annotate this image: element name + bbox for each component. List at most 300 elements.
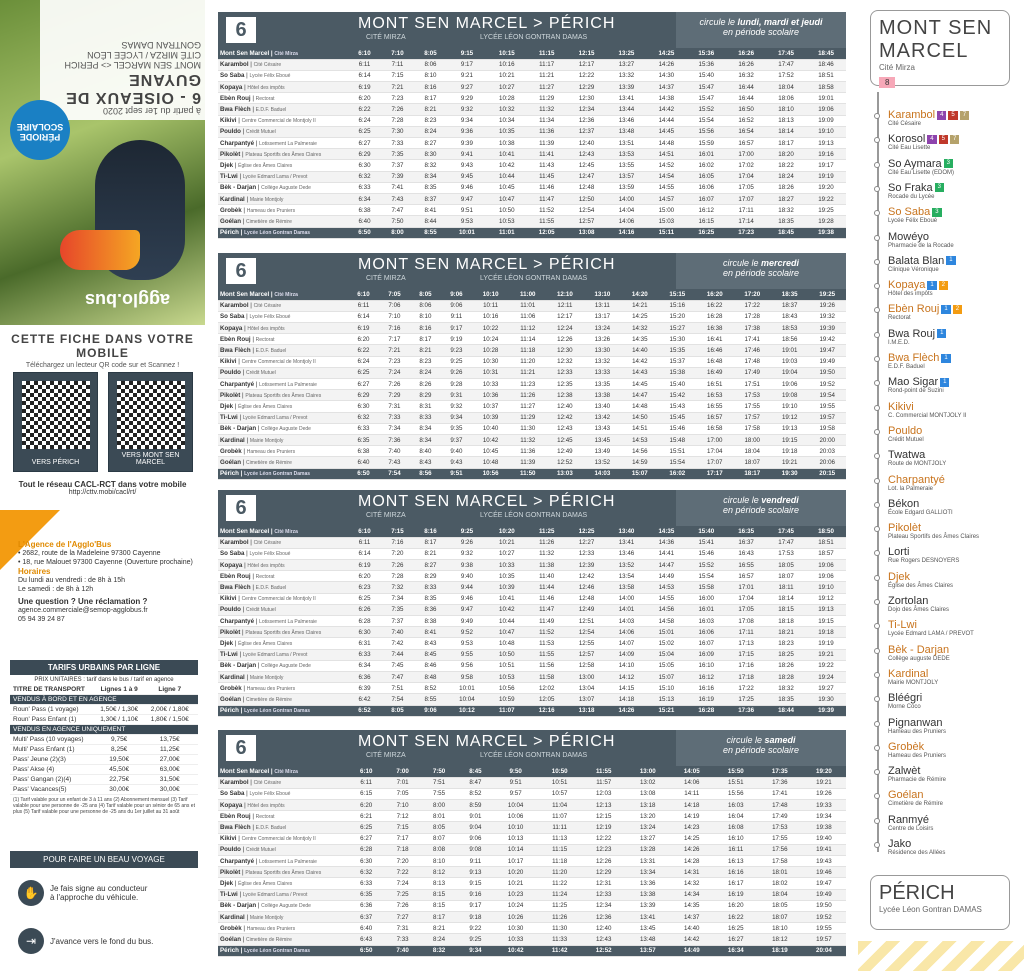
time-cell: 19:13: [806, 604, 846, 615]
time-cell: 9:18: [457, 911, 493, 922]
time-cell: 16:00: [686, 593, 726, 604]
time-cell: 7:43: [379, 457, 410, 468]
time-cell: 12:27: [567, 537, 607, 548]
route-map: [858, 0, 1024, 971]
station-sub: Hameau des Pruniers: [246, 685, 296, 692]
station-cell: Périch | Lycée Léon Gontran Damas: [218, 945, 348, 956]
time-cell: 7:16: [381, 537, 414, 548]
station-sub: Collège Auguste Dede: [261, 903, 311, 910]
time-cell: 16:04: [714, 811, 758, 822]
time-cell: 11:46: [527, 593, 567, 604]
station-cell: Karambol | Cité Césaire: [218, 777, 348, 788]
time-cell: 15:00: [646, 205, 686, 216]
time-cell: 14:18: [607, 694, 647, 705]
time-cell: 16:12: [686, 205, 726, 216]
station-sub: Lotissement La Palmeraie: [259, 858, 317, 865]
time-cell: 8:06: [414, 59, 447, 70]
route-stop: [888, 669, 938, 687]
time-cell: 8:15: [421, 889, 457, 900]
timetable: [218, 48, 846, 239]
time-cell: 9:47: [447, 604, 487, 615]
time-cell: 17:48: [734, 356, 771, 367]
time-cell: 12:25: [567, 526, 607, 537]
time-cell: 8:13: [421, 878, 457, 889]
stop-dot-icon: [874, 745, 880, 751]
time-cell: 7:00: [384, 766, 420, 777]
station-name: Ebèn Rouj: [220, 94, 251, 102]
time-cell: 6:34: [348, 660, 381, 671]
connection-tag: 3: [932, 208, 941, 217]
time-cell: 19:21: [771, 457, 808, 468]
station-sub: Cité Mirza: [274, 50, 298, 57]
time-cell: 11:46: [527, 182, 567, 193]
time-cell: 6:38: [348, 446, 379, 457]
timetable-row: [218, 468, 846, 479]
time-cell: 9:37: [441, 434, 472, 445]
time-cell: 11:25: [527, 526, 567, 537]
time-cell: 9:22: [457, 923, 493, 934]
time-cell: 17:28: [734, 311, 771, 322]
time-cell: 7:40: [381, 627, 414, 638]
time-cell: 9:27: [447, 82, 487, 93]
station-sub: Lycée Félix Eboué: [249, 73, 291, 80]
time-cell: 9:34: [457, 945, 493, 956]
time-cell: 13:58: [607, 582, 647, 593]
time-cell: 16:10: [686, 660, 726, 671]
station-cell: Bèk - Darjan | Collège Auguste Dede: [218, 660, 348, 671]
time-cell: 8:24: [410, 367, 441, 378]
station-name: Mont Sen Marcel: [220, 49, 270, 57]
timetable-row: [218, 70, 846, 81]
time-cell: 10:14: [494, 844, 538, 855]
time-cell: 8:37: [414, 193, 447, 204]
time-cell: 8:05: [410, 289, 441, 300]
station-name: So Saba: [220, 550, 245, 558]
time-cell: 7:34: [381, 593, 414, 604]
qr-code-mont-sen-marcel[interactable]: [108, 372, 193, 472]
time-cell: 11:49: [527, 616, 567, 627]
time-cell: 19:55: [808, 401, 846, 412]
time-cell: 11:27: [509, 401, 546, 412]
time-cell: 18:18: [766, 616, 806, 627]
schedule-block: [218, 490, 846, 717]
time-cell: 6:24: [348, 356, 379, 367]
time-cell: 16:32: [726, 70, 766, 81]
time-cell: 10:04: [494, 800, 538, 811]
time-cell: 12:38: [546, 390, 583, 401]
timetable-row: [218, 48, 846, 59]
time-cell: 16:20: [696, 289, 733, 300]
time-cell: 19:19: [806, 638, 846, 649]
route-stop: [888, 523, 979, 541]
qr-pattern: [22, 381, 90, 449]
time-cell: 15:38: [659, 367, 696, 378]
time-cell: 18:32: [766, 205, 806, 216]
time-cell: 16:58: [696, 423, 733, 434]
stop-sub: Rue Rogers DESNOYERS: [888, 558, 960, 565]
time-cell: 14:00: [607, 593, 647, 604]
time-cell: 11:14: [509, 334, 546, 345]
time-cell: 14:04: [607, 205, 647, 216]
time-cell: 7:26: [381, 104, 414, 115]
time-cell: 16:03: [686, 616, 726, 627]
line-date: à partir du 1er sept 2020: [102, 106, 201, 116]
time-cell: 14:58: [646, 616, 686, 627]
time-cell: 16:07: [686, 193, 726, 204]
time-cell: 11:43: [527, 160, 567, 171]
time-cell: 15:01: [646, 627, 686, 638]
time-cell: 13:38: [584, 390, 621, 401]
time-cell: 16:25: [714, 923, 758, 934]
station-sub: Cité Mirza: [274, 528, 298, 535]
time-cell: 9:06: [441, 289, 472, 300]
time-cell: 17:02: [726, 160, 766, 171]
station-name: Djek: [220, 639, 234, 647]
time-cell: 13:57: [626, 945, 670, 956]
time-cell: 14:55: [646, 593, 686, 604]
timetable-row: [218, 446, 846, 457]
time-cell: 14:45: [646, 126, 686, 137]
station-sub: Hôtel des impôts: [247, 325, 285, 332]
stop-name: Kardinal: [888, 667, 929, 680]
station-sub: Cimetière de Rémire: [246, 936, 292, 943]
time-cell: 8:10: [421, 856, 457, 867]
time-cell: 13:26: [584, 334, 621, 345]
time-cell: 10:48: [472, 457, 509, 468]
time-cell: 8:27: [414, 138, 447, 149]
line-label: 6 - OISEAUX DE GUYANE: [65, 71, 201, 106]
time-cell: 13:53: [607, 149, 647, 160]
time-cell: 10:32: [487, 104, 527, 115]
route-stop: [888, 256, 956, 274]
schedule-header: [218, 730, 846, 766]
time-cell: 11:33: [538, 934, 582, 945]
station-name: Goélan: [220, 695, 241, 703]
time-cell: 13:30: [584, 345, 621, 356]
time-cell: 18:19: [758, 945, 802, 956]
time-cell: 13:42: [584, 412, 621, 423]
station-sub: Hôtel des impôts: [247, 562, 285, 569]
timetable-row: [218, 423, 846, 434]
circulation-info: [676, 253, 846, 289]
time-cell: 15:58: [686, 582, 726, 593]
connection-tag: 2: [953, 305, 962, 314]
station-cell: So Saba | Lycée Félix Eboué: [218, 788, 348, 799]
time-cell: 9:16: [457, 889, 493, 900]
time-cell: 7:50: [421, 766, 457, 777]
time-cell: 6:37: [348, 911, 384, 922]
time-cell: 9:46: [447, 182, 487, 193]
station-cell: Pouldo | Crédit Mutuel: [218, 367, 348, 378]
time-cell: 18:32: [766, 683, 806, 694]
time-cell: 13:43: [584, 423, 621, 434]
time-cell: 9:55: [447, 649, 487, 660]
time-cell: 10:42: [487, 604, 527, 615]
time-cell: 7:51: [381, 683, 414, 694]
route-stop: [888, 790, 943, 808]
beau-voyage-banner: POUR FAIRE UN BEAU VOYAGE: [10, 851, 198, 868]
time-cell: 18:51: [806, 70, 846, 81]
time-cell: 11:55: [582, 766, 626, 777]
time-cell: 9:39: [447, 138, 487, 149]
time-cell: 8:12: [421, 867, 457, 878]
stop-name: Ranmyé: [888, 813, 929, 826]
time-cell: 7:42: [381, 638, 414, 649]
time-cell: 12:51: [567, 616, 607, 627]
time-cell: 14:30: [646, 70, 686, 81]
tarif-cell: 13,75€: [159, 736, 180, 743]
time-cell: 12:58: [567, 660, 607, 671]
station-sub: Cité Mirza: [274, 291, 298, 298]
tarif-cell: Pass' Gangan (2)(4): [13, 776, 72, 783]
station-name: Périch: [220, 947, 239, 955]
tarifs-notes: (1) Tarif valable pour un enfant de 3 à 11 ans (2) Abonnement mensuel (3) Tarif valable pour une personne de -25 ans (4) Tarif valable pour un sénior de 65 ans et plus (5) Tarif valable pour une personne de -25 ans du 1er juillet au 31 août: [13, 797, 195, 815]
tarif-row: [10, 755, 198, 765]
time-cell: 19:40: [802, 833, 846, 844]
tarif-cell: 1,80€ / 1,50€: [150, 716, 189, 723]
time-cell: 11:00: [509, 289, 546, 300]
station-cell: Ti-Lwi | Lycée Edmard Lama / Prevot: [218, 649, 348, 660]
time-cell: 12:15: [582, 811, 626, 822]
time-cell: 17:04: [726, 171, 766, 182]
time-cell: 6:27: [348, 138, 381, 149]
timetable-row: [218, 149, 846, 160]
time-cell: 19:20: [802, 766, 846, 777]
stop-sub: Lycée Edmard LAMA / PREVOT: [888, 631, 974, 638]
time-cell: 8:47: [457, 777, 493, 788]
route-stop: [888, 547, 959, 565]
timetable-row: [218, 82, 846, 93]
time-cell: 9:31: [441, 390, 472, 401]
time-cell: 8:10: [410, 311, 441, 322]
route-start-box: [870, 10, 1010, 86]
stop-name: So Aymara: [888, 157, 942, 170]
qr-code-perich[interactable]: [13, 372, 98, 472]
time-cell: 6:25: [348, 822, 384, 833]
timetable-row: [218, 401, 846, 412]
station-cell: Kardinal | Mairie Montjoly: [218, 911, 348, 922]
time-cell: 9:08: [457, 844, 493, 855]
station-cell: So Saba | Lycée Félix Eboué: [218, 70, 348, 81]
time-cell: 9:34: [441, 412, 472, 423]
station-cell: So Saba | Lycée Félix Eboué: [218, 548, 348, 559]
time-cell: 19:49: [802, 889, 846, 900]
route-text: MONT SEN MARCEL <> PERICH: [64, 60, 201, 70]
time-cell: 14:20: [621, 289, 658, 300]
contact-email[interactable]: agence.commerciale@semop-agglobus.fr: [18, 607, 148, 614]
time-cell: 9:15: [457, 878, 493, 889]
time-cell: 17:36: [726, 705, 766, 716]
route-to: LYCÉE LÉON GONTRAN DAMAS: [480, 752, 588, 759]
time-cell: 7:10: [379, 311, 410, 322]
timetable-row: [218, 856, 846, 867]
time-cell: 13:35: [584, 379, 621, 390]
station-name: Kikivi: [220, 358, 237, 366]
time-cell: 6:29: [348, 390, 379, 401]
tarifs-section-label: VENDUS EN AGENCE UNIQUEMENT: [13, 726, 126, 733]
time-cell: 19:18: [806, 627, 846, 638]
time-cell: 18:26: [766, 660, 806, 671]
circ-period: en période scolaire: [722, 268, 800, 278]
time-cell: 12:03: [582, 788, 626, 799]
agency-addr1: • 2682, route de la Madeleine 97300 Cayenne: [18, 550, 161, 557]
time-cell: 6:20: [348, 93, 381, 104]
tarif-cell: 45,50€: [109, 766, 130, 773]
time-cell: 18:56: [771, 334, 808, 345]
mobile-title: CETTE FICHE DANS VOTRE MOBILE: [11, 332, 194, 360]
station-name: Kopaya: [220, 83, 243, 91]
time-cell: 10:04: [447, 694, 487, 705]
station-sub: Plateau Sportifs des Âmes Claires: [245, 869, 322, 876]
time-cell: 11:20: [509, 356, 546, 367]
time-cell: 9:40: [441, 446, 472, 457]
schedule-block: [218, 730, 846, 957]
timetable-row: [218, 356, 846, 367]
timetable-row: [218, 811, 846, 822]
station-cell: Ebèn Rouj | Rectorat: [218, 334, 348, 345]
time-cell: 8:21: [414, 104, 447, 115]
time-cell: 13:45: [584, 434, 621, 445]
time-cell: 10:53: [487, 216, 527, 227]
time-cell: 12:49: [546, 446, 583, 457]
route-stop: [888, 377, 949, 395]
time-cell: 14:59: [621, 457, 658, 468]
station-name: Kardinal: [220, 673, 245, 681]
timetable-row: [218, 788, 846, 799]
stop-sub: Clinique Véronique: [888, 266, 939, 273]
time-cell: 6:31: [348, 638, 381, 649]
route-stop: [888, 280, 948, 298]
time-cell: 8:10: [414, 70, 447, 81]
time-cell: 17:41: [734, 334, 771, 345]
time-cell: 19:03: [771, 356, 808, 367]
station-sub: Lycée Félix Eboué: [249, 551, 291, 558]
station-sub: Crédit Mutuel: [246, 847, 276, 854]
time-cell: 16:22: [714, 911, 758, 922]
time-cell: 10:39: [472, 412, 509, 423]
tarifs-rows-agency: [10, 735, 198, 795]
station-cell: Kopaya | Hôtel des impôts: [218, 323, 348, 334]
time-cell: 13:27: [607, 59, 647, 70]
time-cell: 11:11: [538, 822, 582, 833]
time-cell: 14:37: [670, 911, 714, 922]
station-cell: Mont Sen Marcel | Cité Mirza: [218, 48, 348, 59]
time-cell: 10:28: [487, 93, 527, 104]
reseau-url[interactable]: http://cttv.mobi/cacl/rt/: [68, 489, 137, 496]
time-cell: 8:41: [414, 205, 447, 216]
time-cell: 6:19: [348, 323, 379, 334]
time-cell: 14:43: [621, 367, 658, 378]
time-cell: 14:32: [670, 878, 714, 889]
timetable-row: [218, 457, 846, 468]
time-cell: 8:24: [421, 934, 457, 945]
time-cell: 12:40: [567, 138, 607, 149]
time-cell: 17:17: [696, 468, 733, 479]
station-cell: Pikolèt | Plateau Sportifs des Âmes Claires: [218, 867, 348, 878]
time-cell: 13:24: [584, 323, 621, 334]
time-cell: 6:11: [348, 59, 381, 70]
time-cell: 11:18: [538, 856, 582, 867]
stop-dot-icon: [874, 793, 880, 799]
tarifs-section: [10, 695, 198, 705]
time-cell: 18:04: [766, 82, 806, 93]
timetable-row: [218, 582, 846, 593]
stop-sub: Cité Eau Lisette: [888, 145, 931, 152]
station-name: Karambol: [220, 61, 249, 69]
qr-pattern: [117, 381, 185, 449]
route-stop: [888, 620, 974, 638]
time-cell: 11:29: [509, 412, 546, 423]
time-cell: 19:49: [808, 356, 846, 367]
time-cell: 9:19: [441, 334, 472, 345]
time-cell: 18:15: [766, 604, 806, 615]
time-cell: 18:37: [771, 300, 808, 311]
time-cell: 10:33: [494, 934, 538, 945]
time-cell: 9:49: [447, 616, 487, 627]
time-cell: 13:11: [584, 300, 621, 311]
stop-sub: Rectorat: [888, 315, 911, 322]
time-cell: 19:17: [806, 160, 846, 171]
stop-sub: E.D.F. Baduel: [888, 364, 925, 370]
time-cell: 19:24: [806, 671, 846, 682]
time-cell: 14:47: [646, 560, 686, 571]
time-cell: 17:45: [766, 48, 806, 59]
station-name: Charpantyé: [220, 139, 255, 147]
stop-dot-icon: [874, 186, 880, 192]
time-cell: 15:07: [621, 468, 658, 479]
time-cell: 13:25: [607, 48, 647, 59]
station-sub: Mairie Montjoly: [249, 674, 284, 681]
time-cell: 17:47: [766, 537, 806, 548]
stop-name: Balata Blan: [888, 254, 945, 267]
time-cell: 16:50: [726, 104, 766, 115]
time-cell: 19:20: [806, 182, 846, 193]
timetable-row: [218, 434, 846, 445]
connection-tag: 3: [935, 183, 944, 192]
stop-name: Bléégri: [888, 692, 923, 705]
time-cell: 6:34: [348, 193, 381, 204]
time-cell: 15:13: [646, 694, 686, 705]
time-cell: 19:15: [806, 616, 846, 627]
time-cell: 9:15: [447, 48, 487, 59]
time-cell: 7:40: [379, 446, 410, 457]
time-cell: 14:23: [670, 822, 714, 833]
station-sub: Cimetière de Rémire: [246, 218, 292, 225]
tarif-cell: 9,75€: [111, 736, 128, 743]
time-cell: 17:49: [734, 367, 771, 378]
stop-dot-icon: [874, 429, 880, 435]
time-cell: 7:33: [384, 934, 420, 945]
time-cell: 19:12: [806, 593, 846, 604]
time-cell: 16:52: [726, 115, 766, 126]
station-sub: Collège Auguste Dede: [261, 426, 311, 433]
station-cell: Ebèn Rouj | Rectorat: [218, 571, 348, 582]
time-cell: 8:34: [414, 171, 447, 182]
time-cell: 11:36: [527, 126, 567, 137]
timetable-row: [218, 412, 846, 423]
station-cell: Ebèn Rouj | Rectorat: [218, 811, 348, 822]
time-cell: 10:13: [494, 833, 538, 844]
time-cell: 8:34: [410, 423, 441, 434]
station-name: Ebèn Rouj: [220, 572, 251, 580]
station-cell: Bwa Flèch | E.D.F. Baduel: [218, 345, 348, 356]
time-cell: 13:03: [546, 468, 583, 479]
start-sub: Cité Mirza: [879, 63, 916, 72]
stop-name: Bèk - Darjan: [888, 643, 950, 656]
time-cell: 13:45: [626, 923, 670, 934]
time-cell: 8:33: [414, 582, 447, 593]
timetable-row: [218, 59, 846, 70]
